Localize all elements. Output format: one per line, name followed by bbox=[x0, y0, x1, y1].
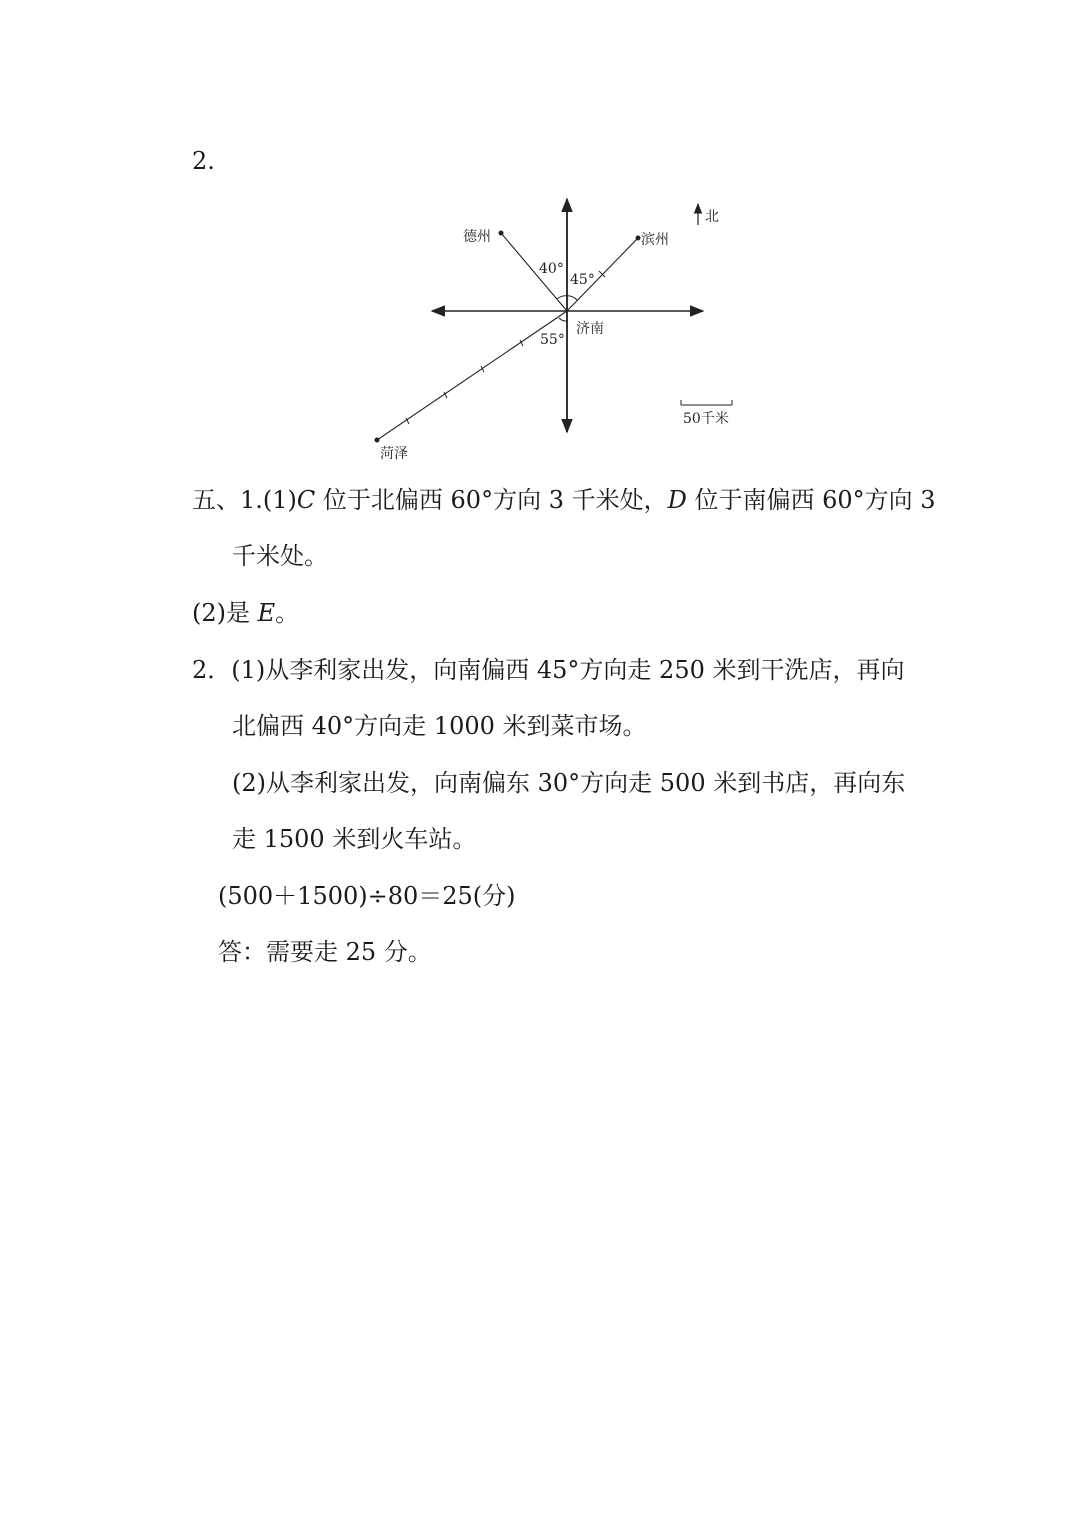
label-heze: 菏泽 bbox=[380, 446, 408, 462]
s5-q2-line4: 走 1500 米到火车站。 bbox=[232, 825, 477, 853]
direction-diagram bbox=[0, 0, 1080, 480]
tick-binzhou bbox=[599, 271, 605, 277]
s5-q2-line2: 北偏西 40°方向走 1000 米到菜市场。 bbox=[232, 712, 647, 740]
s5-q2-line1: 2．(1)从李利家出发，向南偏西 45°方向走 250 米到干洗店，再向 bbox=[192, 656, 905, 684]
angle-label-heze: 55° bbox=[540, 332, 565, 348]
ray-heze bbox=[377, 311, 567, 440]
angle-arc-heze bbox=[559, 318, 567, 321]
s5-q1-part2: (2)是 E。 bbox=[192, 599, 300, 627]
scale-label: 50千米 bbox=[683, 411, 729, 427]
s5-q2-calc: (500＋1500)÷80＝25(分) bbox=[218, 882, 516, 910]
question-number-2: 2. bbox=[192, 147, 215, 175]
s5-q2-line3: (2)从李利家出发，向南偏东 30°方向走 500 米到书店，再向东 bbox=[232, 769, 906, 797]
s5-q1-line1: 五、1.(1)C 位于北偏西 60°方向 3 千米处，D 位于南偏西 60°方向 3 bbox=[192, 486, 936, 514]
s5-q1-line2: 千米处。 bbox=[232, 542, 328, 570]
label-dezhou: 德州 bbox=[463, 229, 491, 245]
angle-label-dezhou: 40° bbox=[539, 261, 564, 277]
label-binzhou: 滨州 bbox=[641, 232, 669, 248]
angle-label-binzhou: 45° bbox=[570, 272, 595, 288]
s5-q2-answer: 答：需要走 25 分。 bbox=[218, 938, 432, 966]
point-binzhou bbox=[636, 236, 641, 241]
label-jinan: 济南 bbox=[576, 321, 604, 337]
north-label: 北 bbox=[705, 209, 719, 225]
point-heze bbox=[375, 438, 380, 443]
point-dezhou bbox=[499, 231, 504, 236]
